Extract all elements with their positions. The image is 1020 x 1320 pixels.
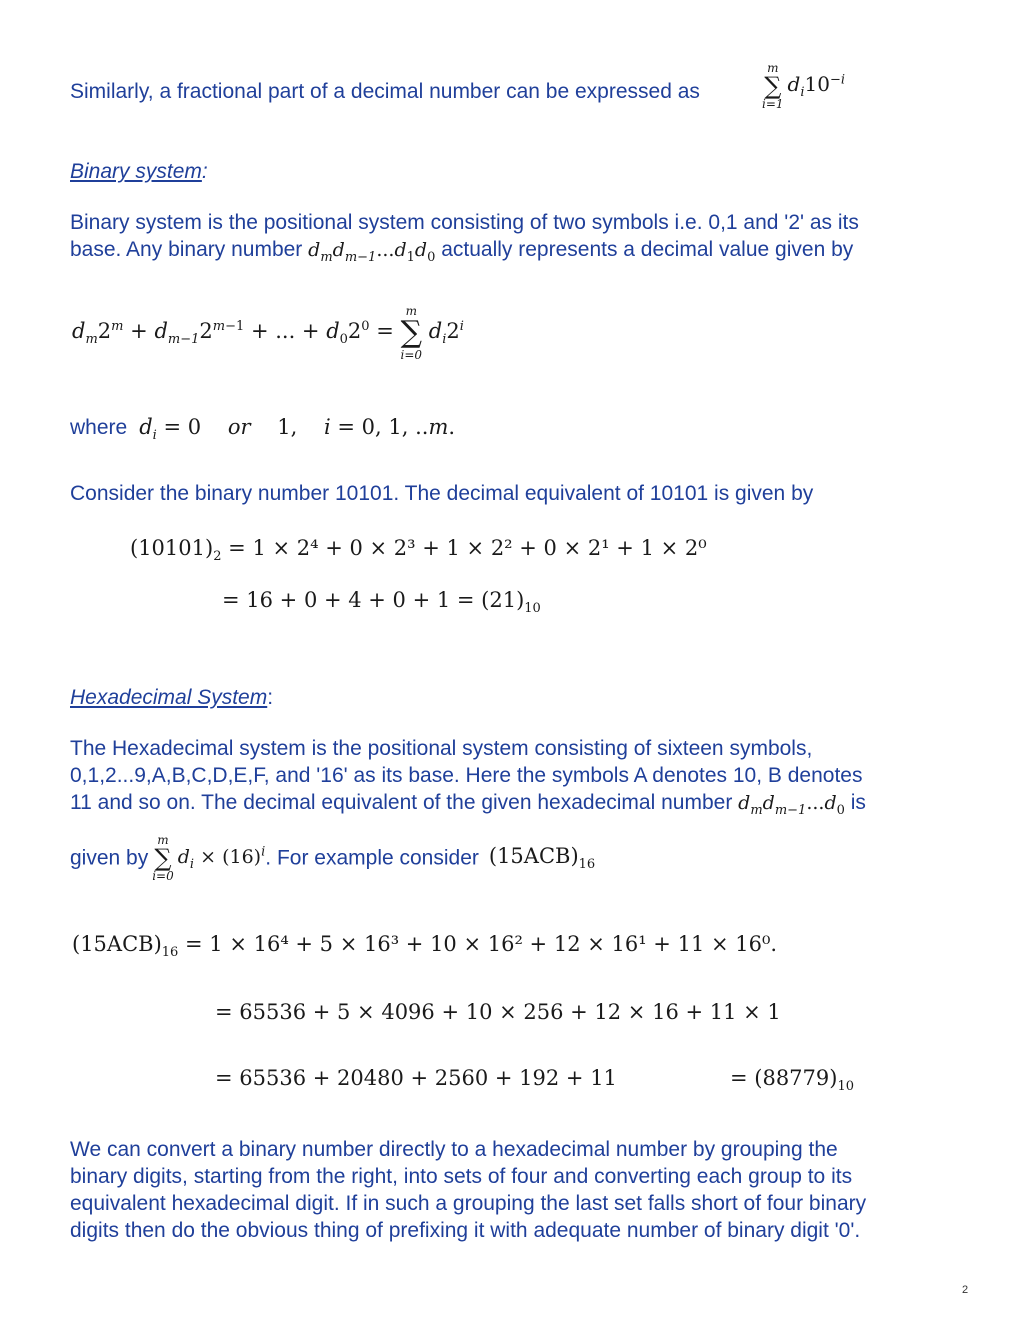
sigma-symbol: m ∑ i=0 <box>152 833 174 883</box>
binary-digits-formula: $d_md_{m-1}...d_1d_0$ <box>308 239 436 265</box>
page-number: 2 <box>962 1284 969 1296</box>
conversion-line: digits then do the obvious thing of prefixing it with adequate number of binary digit '0'. <box>70 1219 861 1242</box>
conversion-paragraph <box>70 1136 970 1244</box>
sigma-symbol: m ∑ i=0 <box>400 304 423 362</box>
binary-expansion-formula: $d_m2^m + d_{m-1}2^{m-1}$ + ... + $d_02^0$ = m ∑ i=0 $d_i2^i$ <box>72 304 464 362</box>
binary-consider-paragraph: Consider the binary number 10101. The decimal equivalent of 10101 is given by <box>70 482 814 505</box>
binary-heading: Binary system: <box>70 160 208 183</box>
conversion-line: We can convert a binary number directly to a hexadecimal number by grouping the <box>70 1138 838 1161</box>
fraction-sum-formula: m ∑ i=1 $d_i10^{-i}$ <box>762 61 846 111</box>
conversion-line: binary digits, starting from the right, into sets of four and converting each group to its <box>70 1165 853 1188</box>
fraction-paragraph: Similarly, a fractional part of a decimal number can be expressed as <box>70 80 700 103</box>
binary-example-eq2: = $16 + 0 + 4 + 0 + 1 = (21)_{10}$ <box>222 588 541 617</box>
binary-example-eq1: $(10101)_2 = 1 \times 2^4 + 0 \times 2^3 + 1 \times 2^2 + 0 \times 2^1 + 1 \times 2^0$ <box>130 536 707 565</box>
hex-example-eq1: $(15ACB)_{16} = 1 \times 16^4 + 5 \times 16^3 + 10 \times 16^2 + 12 \times 16^1 + 11 \times 16^0$. <box>72 932 778 961</box>
hex-example-eq3: = 65536 + 20480 + 2560 + 192 + 11 <box>215 1066 617 1090</box>
hex-example-result: = $(88779)_{10}$ <box>730 1066 855 1095</box>
hex-given-by-line: given by m ∑ i=0 $d_i \times (16)^i$. For example consider $(15ACB)_{16}$ <box>70 833 596 883</box>
binary-where-line: where $d_i = 0$ or 1, i = 0, 1, ..m. <box>70 415 456 444</box>
conversion-line: equivalent hexadecimal digit. If in such a grouping the last set falls short of four binary <box>70 1192 867 1215</box>
binary-paragraph: Binary system is the positional system consisting of two symbols i.e. 0,1 and '2' as its base. Any binary number $d_md_{m-1}...d_1d_0$ actually represents a decimal value given by <box>70 211 859 265</box>
sigma-symbol: m ∑ i=1 <box>762 61 784 111</box>
hex-heading: Hexadecimal System: <box>70 686 274 709</box>
hex-example-eq2: = 65536 + 5 × 4096 + 10 × 256 + 12 × 16 + 11 × 1 <box>215 1000 781 1024</box>
hex-digits-formula: $d_md_{m-1}...d_0$ <box>738 792 845 818</box>
hex-paragraph: The Hexadecimal system is the positional system consisting of sixteen symbols, 0,1,2...9,A,B,C,D,E,F, and '16' as its base. Here the symbols A denotes 10, B denotes 11 and so on. The decimal equivalent of the given hexadecimal number $d_md_{m-1}...d_0$ is <box>70 737 866 818</box>
